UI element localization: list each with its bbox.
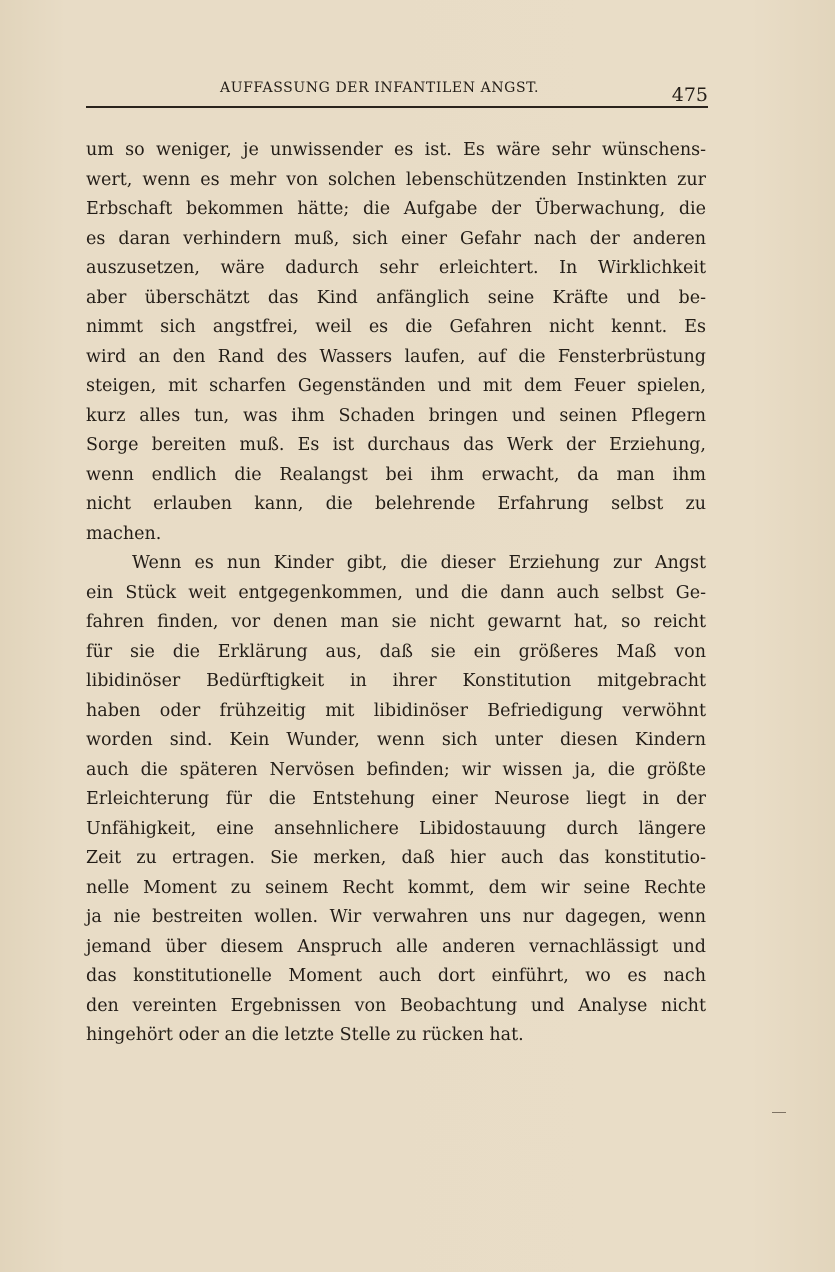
text-line: Zeit zu ertragen. Sie merken, daß hier auch das konstitutio- bbox=[86, 848, 706, 868]
text-line: jemand über diesem Anspruch alle anderen vernachlässigt und bbox=[86, 936, 706, 957]
text-line: hingehört oder an die letzte Stelle zu rücken hat. bbox=[86, 1025, 524, 1045]
text-line: nicht erlauben kann, die belehrende Erfahrung selbst zu bbox=[86, 494, 706, 514]
text-line: Erleichterung für die Entstehung einer Neurose liegt in der bbox=[86, 789, 706, 809]
text-line: wert, wenn es mehr von solchen lebenschützenden Instinkten zur bbox=[86, 169, 706, 190]
text-line: wenn endlich die Realangst bei ihm erwacht, da man ihm bbox=[86, 464, 706, 485]
paper-mark bbox=[772, 1112, 786, 1113]
text-line: Sorge bereiten muß. Es ist durchaus das Werk der Erziehung, bbox=[86, 435, 706, 455]
text-line: libidinöser Bedürftigkeit in ihrer Konstitution mitgebracht bbox=[86, 671, 706, 691]
body-text bbox=[86, 136, 706, 1051]
text-line: nelle Moment zu seinem Recht kommt, dem wir seine Rechte bbox=[86, 877, 706, 898]
text-line: machen. bbox=[86, 523, 162, 544]
text-line: auch die späteren Nervösen befinden; wir wissen ja, die größte bbox=[86, 759, 706, 780]
text-line: Erbschaft bekommen hätte; die Aufgabe der Überwachung, die bbox=[86, 199, 706, 219]
page-number: 475 bbox=[671, 84, 708, 106]
text-line: ein Stück weit entgegenkommen, und die dann auch selbst Ge- bbox=[86, 582, 706, 603]
text-line: das konstitutionelle Moment auch dort einführt, wo es nach bbox=[86, 966, 706, 986]
paragraph-1 bbox=[86, 136, 706, 549]
text-line: steigen, mit scharfen Gegenständen und mit dem Feuer spielen, bbox=[86, 376, 706, 396]
text-line: Wenn es nun Kinder gibt, die dieser Erziehung zur Angst bbox=[132, 553, 706, 573]
text-line: für sie die Erklärung aus, daß sie ein größeres Maß von bbox=[86, 641, 706, 662]
text-line: den vereinten Ergebnissen von Beobachtung und Analyse nicht bbox=[86, 995, 706, 1016]
running-header bbox=[86, 80, 710, 104]
paragraph-2 bbox=[86, 549, 706, 1051]
running-header-title: AUFFASSUNG DER INFANTILEN ANGST. bbox=[220, 80, 540, 96]
text-line: haben oder frühzeitig mit libidinöser Befriedigung verwöhnt bbox=[86, 700, 706, 721]
text-line: nimmt sich angstfrei, weil es die Gefahren nicht kennt. Es bbox=[86, 317, 706, 337]
text-line: aber überschätzt das Kind anfänglich seine Kräfte und be- bbox=[86, 287, 706, 308]
header-rule bbox=[86, 106, 708, 108]
text-line: kurz alles tun, was ihm Schaden bringen und seinen Pflegern bbox=[86, 405, 706, 426]
text-line: fahren finden, vor denen man sie nicht gewarnt hat, so reicht bbox=[86, 612, 706, 632]
text-line: worden sind. Kein Wunder, wenn sich unter diesen Kindern bbox=[86, 730, 706, 750]
text-line: auszusetzen, wäre dadurch sehr erleichtert. In Wirklichkeit bbox=[86, 258, 706, 278]
text-line: ja nie bestreiten wollen. Wir verwahren uns nur dagegen, wenn bbox=[86, 907, 706, 927]
text-line: Unfähigkeit, eine ansehnlichere Libidostauung durch längere bbox=[86, 818, 706, 839]
text-line: um so weniger, je unwissender es ist. Es wäre sehr wünschens- bbox=[86, 140, 706, 160]
text-line: es daran verhindern muß, sich einer Gefahr nach der anderen bbox=[86, 228, 706, 249]
text-line: wird an den Rand des Wassers laufen, auf die Fensterbrüstung bbox=[86, 346, 706, 367]
